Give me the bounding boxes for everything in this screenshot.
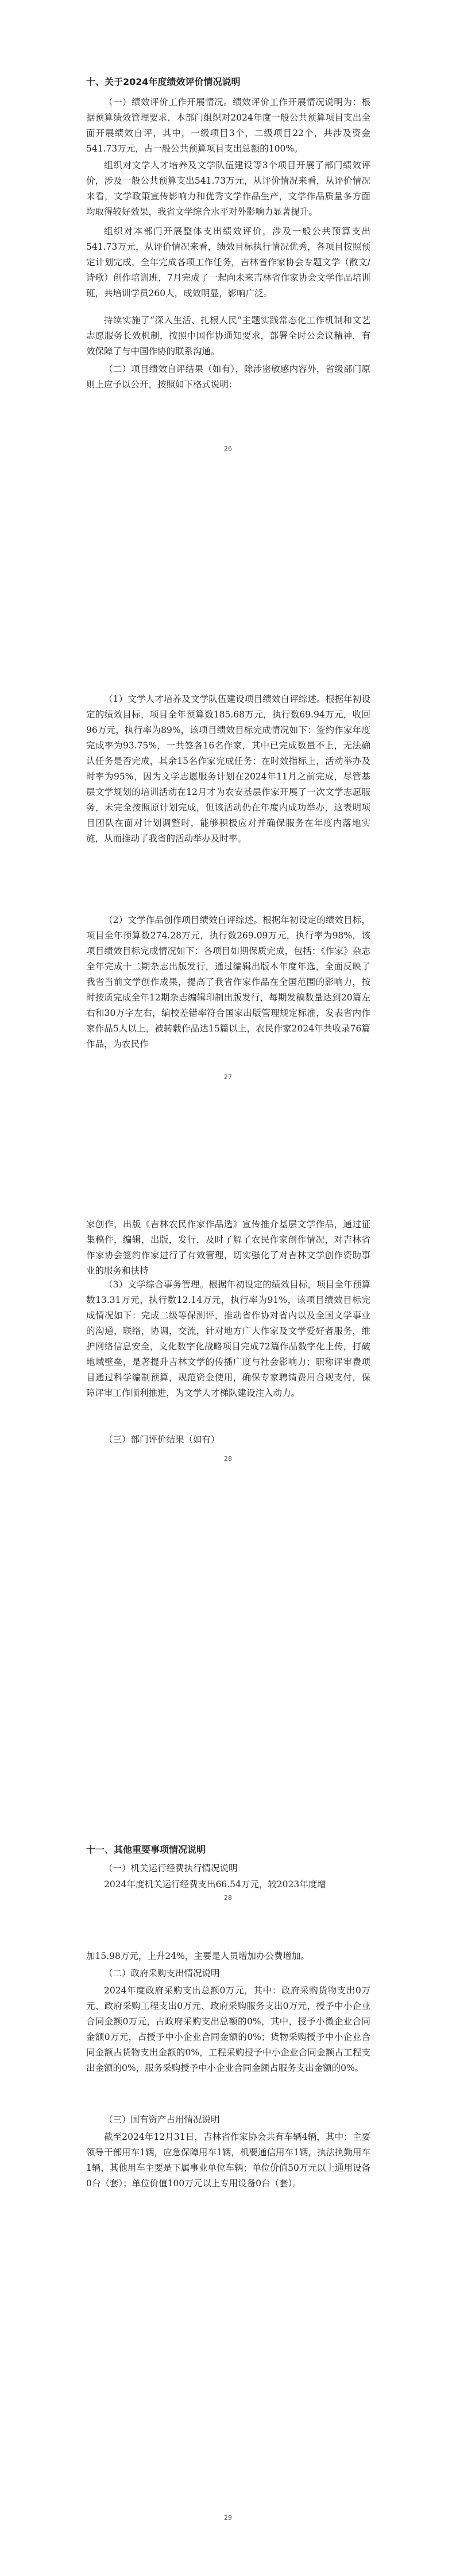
page-number: 28 [224, 1894, 232, 1902]
page-number: 27 [224, 1073, 232, 1081]
page-number: 29 [224, 2514, 232, 2521]
section-11-paragraph-6: （三）国有资产占用情况说明 [104, 2115, 220, 2125]
page-number: 28 [224, 1455, 232, 1462]
section-11-paragraph-3: 加15.98万元，上升24%，主要是人员增加办公费增加。 [86, 1951, 310, 1961]
page-28-paragraph-1: 家创作，出版《吉林农民作家作品选》宣传推介基层文学作品，通过征集稿件，编辑，出版，发行，及时了解了农民作家创作情况，对吉林省作家协会签约作家进行了有效管理，切实强化了对吉林文学创作资助事业的服务和扶持 [86, 1219, 370, 1276]
page-28-paragraph-2: （3）文学综合事务管理。根据年初设定的绩效目标，项目全年预算数13.31万元，执行数12.14万元，执行率为91%，该项目绩效目标完成情况如下：完成二级等保测评，推动省作协对省内以及全国文学事业的沟通，联络，协调，交流，针对地方广大作家及文学爱好者服务，维护网络信息安全，文化数字化战略项目完成72篇作品数字化上传，打破地域壁垒，是著提升吉林文学的传播广度与社会影响力；职称评审费项目通过科学编制预算，规范资金使用，确保专家聘请费用合规支付，保障评审工作顺利推进，为文学人才梯队建设注入动力。 [86, 1279, 370, 1398]
section-10-title: 十、关于2024年度绩效评价情况说明 [86, 76, 241, 87]
page-27-paragraph-2: （2）文学作品创作项目绩效自评综述。根据年初设定的绩效目标，项目全年预算数274.28万元，执行数269.09万元，执行率为98%，该项目绩效目标完成情况如下：各项目如期保质完成，包括：《作家》杂志全年完成十二期杂志出版发行，通过编辑出版本年度年选，全面反映了我省当前文学创作成果，提高了我省作家作品在全国范围的影响力，按时按质完成全年12期杂志编辑印制出版发行，每期发稿数量达到20篇左右和30万字左右，编校差错率符合国家出版管理规定标准，发表省内作家作品5人以上，被转载作品达15篇以上，农民作家2024年共收录76篇作品，为农民作 [86, 915, 370, 1049]
section-10-paragraph-1: （一）绩效评价工作开展情况。绩效评价工作开展情况说明为：根据预算绩效管理要求，本部门组织对2024年度一般公共预算项目支出全面开展绩效自评，其中，一级项目3个，二级项目22个，共涉及资金541.73万元，占一般公共预算项目支出总额的100%。 [86, 97, 370, 154]
section-11-paragraph-5: 2024年度政府采购支出总额0万元，其中：政府采购货物支出0万元、政府采购工程支出0万元、政府采购服务支出0万元，授予中小企业合同金额0万元，占政府采购支出总额的0%，其中，授予小微企业合同金额0万元，占授予中小企业合同金额的0%；货物采购授予中小企业合同金额占货物支出金额的0%，工程采购授予中小企业合同金额占工程支出金额的0%，服务采购授予中小企业合同金额占服务支出金额的0%。 [86, 1985, 370, 2073]
section-11-paragraph-1: （一）机关运行经费执行情况说明 [104, 1863, 238, 1873]
section-10-paragraph-4: 持续实施了“深入生活、扎根人民”主题实践常态化工作机制和文艺志愿服务长效机制，按照中国作协通知要求，部署全时公会议精神，有效保障了与中国作协的联系沟通。 [86, 315, 370, 356]
section-11-paragraph-7: 截至2024年12月31日，吉林省作家协会共有车辆4辆，其中：主要领导干部用车1辆，应急保障用车1辆，机要通信用车1辆，执法执勤用车1辆，其他用车主要是下属事业单位车辆；单位价值50万元以上通用设备0台（套）；单位价值100万元以上专用设备0台（套）。 [86, 2132, 370, 2189]
section-10-paragraph-2: 组织对文学人才培养及文学队伍建设等3个项目开展了部门绩效评价，涉及一般公共预算支出541.73万元，从评价情况来看，从评价情况来看，文学政策宣传影响力和优秀文学作品生产，文学作品质量多方面均取得较好效果，我省文学综合水平对外影响力显著提升。 [86, 160, 370, 217]
page-number: 26 [224, 445, 232, 452]
page-27 [0, 0, 456, 1091]
section-10-paragraph-3: 组织对本部门开展整体支出绩效评价，涉及一般公共预算支出541.73万元，从评价情况来看，绩效目标执行情况优秀，各项目按照预定计划完成，全年完成各项工作任务，吉林省作家协会专题文学（散文/诗歌）创作培训班，7月完成了一起向未来吉林省作家协会文学作品培训班，共培训学员260人，成效明显，影响广泛。 [86, 226, 370, 298]
section-11-paragraph-4: （二）政府采购支出情况说明 [104, 1968, 220, 1978]
section-11-title: 十一、其他重要事项情况说明 [86, 1844, 206, 1855]
section-11-paragraph-2: 2024年度机关运行经费支出66.54万元，较2023年度增 [104, 1879, 326, 1890]
page-28-paragraph-3: （三）部门评价结果（如有） [104, 1434, 220, 1445]
section-10-paragraph-5: （二）项目绩效自评结果（如有），除涉密敏感内容外，省级部门原则上应予以公开，按照如下格式说明： [86, 364, 370, 390]
page-27-paragraph-1: （1）文学人才培养及文学队伍建设项目绩效自评综述。根据年初设定的绩效目标，项目全年预算数185.68万元，执行数69.94万元，收回96万元，执行率为89%，该项目绩效目标完成情况如下：签约作家年度完成率为93.75%，一共签各16名作家，其中已完成数量不上，无法确认任务是否完成，其余15名作家完成任务：在时效指标上，活动举办及时率为95%，因为文学志愿服务计划在2024年11月之前完成，尽管基层文学规划的培训活动在12月才为农安基层作家开展了一次文学志愿服务，未完全按照原计划完成，但该活动仍在年度内成功举办，这表明项目团队在面对计划调整时，能够积极应对并确保服务在年度内落地实施，从而推动了我省的活动举办及时率。 [86, 694, 370, 844]
